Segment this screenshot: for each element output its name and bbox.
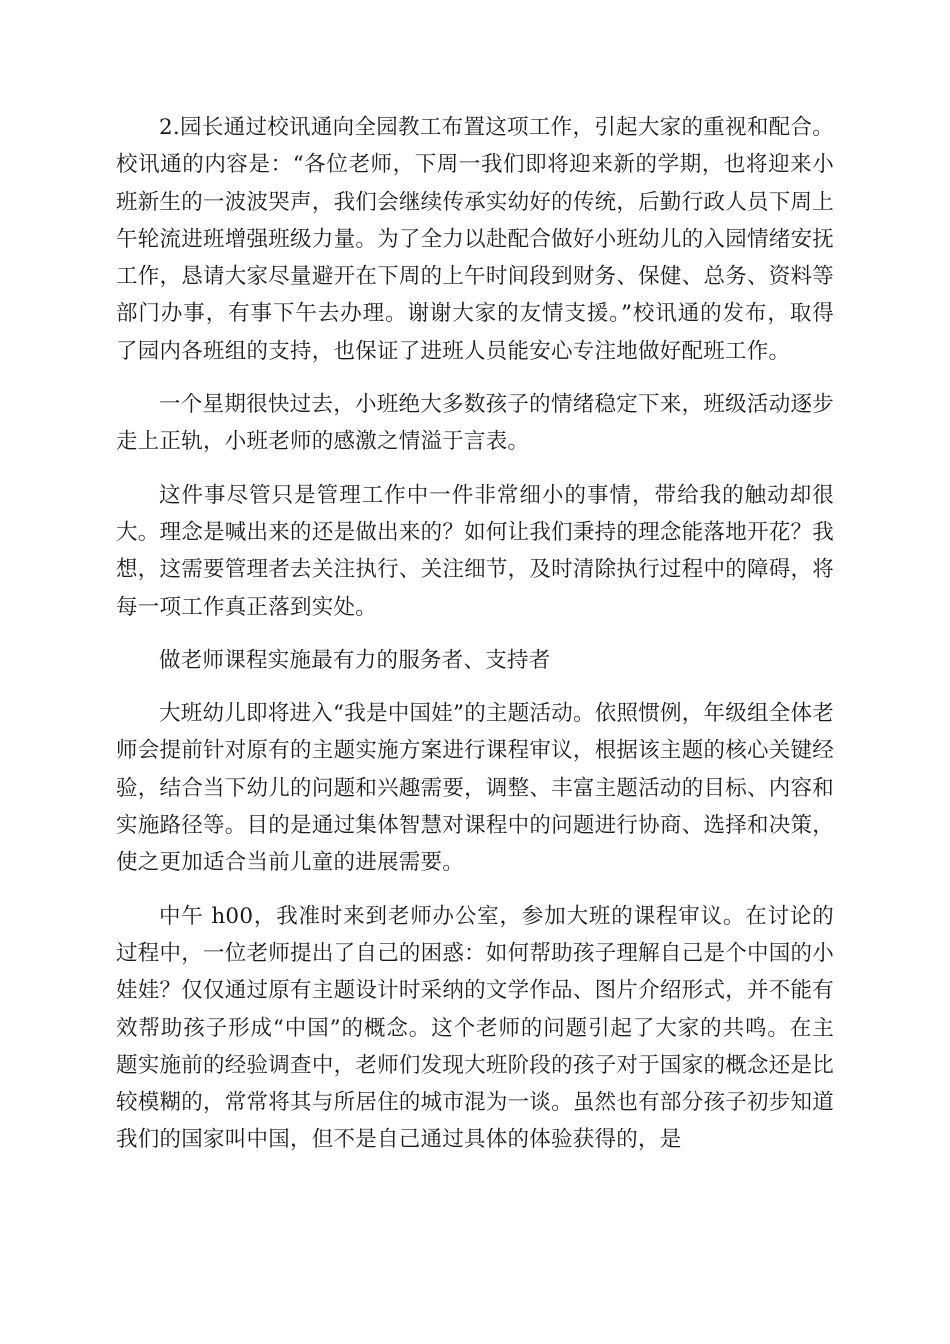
paragraph-5: 中午 h00，我准时来到老师办公室，参加大班的课程审议。在讨论的过程中，一位老师提出了自己的困惑：如何帮助孩子理解自己是个中国的小娃娃？仅仅通过原有主题设计时采纳的文学作品、图片介绍形式，并不能有效帮助孩子形成“中国”的概念。这个老师的问题引起了大家的共鸣。在主题实施前的经验调查中，老师们发现大班阶段的孩子对于国家的概念还是比较模糊的，常常将其与所居住的城市混为一谈。虽然也有部分孩子初步知道我们的国家叫中国，但不是自己通过具体的体验获得的，是: [116, 903, 834, 1153]
paragraph-2: 一个星期很快过去，小班绝大多数孩子的情绪稳定下来，班级活动逐步走上正轨，小班老师的感激之情溢于言表。: [116, 392, 834, 455]
paragraph-1: 2.园长通过校讯通向全园教工布置这项工作，引起大家的重视和配合。校讯通的内容是：“各位老师，下周一我们即将迎来新的学期，也将迎来小班新生的一波波哭声，我们会继续传承实幼好的传统，后勤行政人员下周上午轮流进班增强班级力量。为了全力以赴配合做好小班幼儿的入园情绪安抚工作，恳请大家尽量避开在下周的上午时间段到财务、保健、总务、资料等部门办事，有事下午去办理。谢谢大家的友情支援。”校讯通的发布，取得了园内各班组的支持，也保证了进班人员能安心专注地做好配班工作。: [116, 115, 834, 364]
document-body: [116, 109, 834, 1175]
paragraph-3: 这件事尽管只是管理工作中一件非常细小的事情，带给我的触动却很大。理念是喊出来的还是做出来的？如何让我们秉持的理念能落地开花？我想，这需要管理者去关注执行、关注细节，及时清除执行过程中的障碍，将每一项工作真正落到实处。: [116, 482, 834, 620]
section-heading: 做老师课程实施最有力的服务者、支持者: [159, 647, 551, 673]
paragraph-4: 大班幼儿即将进入“我是中国娃”的主题活动。依照惯例，年级组全体老师会提前针对原有的主题实施方案进行课程审议，根据该主题的核心关键经验，结合当下幼儿的问题和兴趣需要，调整、丰富主题活动的目标、内容和实施路径等。目的是通过集体智慧对课程中的问题进行协商、选择和决策，使之更加适合当前儿童的进展需要。: [116, 701, 834, 876]
